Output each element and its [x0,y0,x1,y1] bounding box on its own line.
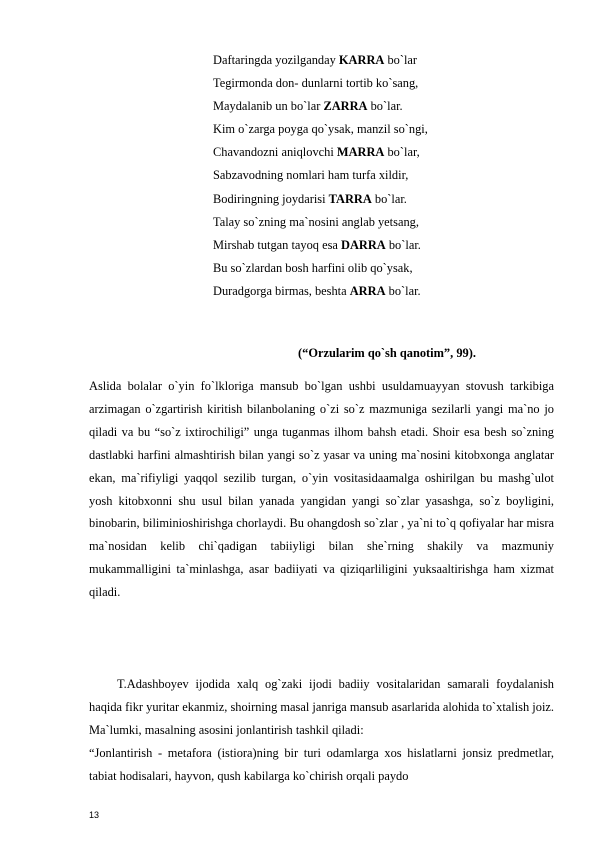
poem-line-text: bo`lar, [384,145,420,160]
poem-line-text: Chavandozni aniqlovchi [213,145,337,160]
poem-line-text: Daftaringda yozilganday [213,53,339,67]
poem-line-text: Sabzavodning nomlari ham turfa xildir, [213,168,409,183]
body-paragraph-3: “Jonlantirish - metafora (istiora)ning bir turi odamlarga xos hislatlarni jonsiz predmetlar, tabiat hodisalari, hayvon, qush kabilarga ko`chirish orqali paydo [89,746,554,783]
poem-line [213,215,543,238]
poem-line-text: Tegirmonda don- dunlarni tortib ko`sang, [213,76,419,91]
poem-rhyme-word: ARRA [349,283,386,298]
poem-rhyme-word: ZARRA [323,99,368,114]
body-paragraph-2: T.Adashboyev ijodida xalq og`zaki ijodi badiiy vositalaridan samarali foydalanish haqida fikr yuritar ekanmiz, shoirning masal janriga mansub asarlarida alohida to`xtalish joiz. Ma`lumki, masalning asosini jonlantirish tashkil qiladi: [89,677,554,737]
poem-line-text: Duradgorga birmas, beshta [213,283,350,298]
poem-rhyme-word: MARRA [336,145,385,160]
poem-line-text: Maydalanib un bo`lar [213,99,324,114]
poem-line [213,284,543,307]
poem-line-text: Talay so`zning ma`nosini anglab yetsang, [213,214,419,229]
poem-line-text: bo`lar. [385,237,421,252]
poem-line [213,168,543,191]
poem-block [213,53,543,307]
page-number: 13 [89,810,100,820]
poem-line [213,122,543,145]
poem-line-text: bo`lar. [385,283,421,298]
poem-line [213,238,543,261]
poem-line [213,192,543,215]
poem-line-text: Bu so`zlardan bosh harfini olib qo`ysak, [213,260,413,275]
poem-line [213,261,543,284]
poem-line [213,99,543,122]
poem-line-text: Kim o`zarga poyga qo`ysak, manzil so`ngi, [213,122,428,137]
poem-source-citation: (“Orzularim qo`sh qanotim”, 99). [298,346,476,360]
poem-line [213,53,543,76]
poem-line-text: bo`lar. [371,191,407,206]
poem-line-text: Mirshab tutgan tayoq esa [213,237,342,252]
poem-line [213,145,543,168]
poem-line-text: Bodiringning joydarisi [213,191,329,206]
poem-line [213,76,543,99]
body-paragraph-1: Aslida bolalar o`yin fo`lkloriga mansub bo`lgan ushbi usuldamuayyan stovush tarkibiga arzimagan o`zgartirish kiritish bilanbolaning o`zi so`z mazmuniga sezilarli yangi ma`no jo qiladi va bu “so`z ixtirochiligi” unga tuganmas ilhom bahsh etadi. Shoir esa besh so`zning dastlabki harfini almashtirish bilan yangi so`z yasar va uning ma`nosini kitobxonga anglatar ekan, ma`rifiyligi yaqqol sezilib turgan, o`yin vositasidaamalga oshirilgan bu mashg`ulot yosh kitobxonni shu usul bilan yanada yangidan yangi so`zlar yasashga, so`z boyligini, binobarin, biliminioshirishga chorlaydi. Bu ohangdosh so`zlar , ya`ni to`q qofiyalar har misra ma`nosidan kelib chi`qadigan tabiiyligi bilan she`rning shakily va mazmuniy mukammalligini ta`minlashga, asar badiiyati va qiziqarliligini yuksaaltirishga ham xizmat qiladi. [89,379,554,600]
poem-line-text: bo`lar [384,53,418,67]
poem-rhyme-word: TARRA [328,191,372,206]
poem-line-text: bo`lar. [367,99,403,114]
poem-rhyme-word: DARRA [341,237,386,252]
poem-rhyme-word: KARRA [338,53,385,67]
